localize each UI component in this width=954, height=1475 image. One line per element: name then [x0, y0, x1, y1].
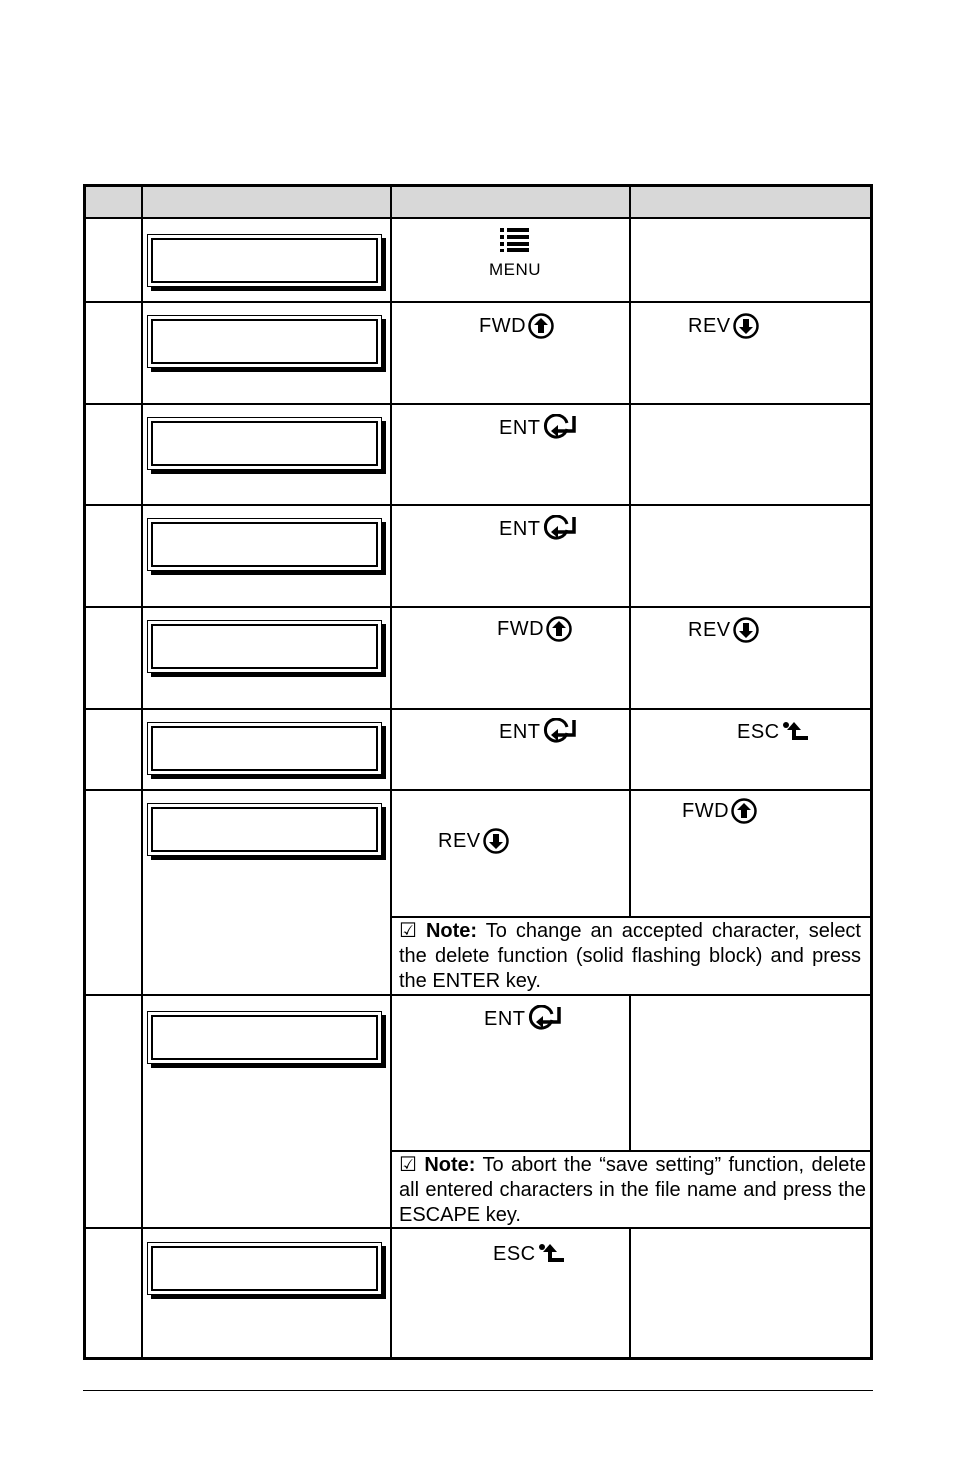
ent-key-label: ENT: [499, 720, 541, 743]
checkbox-icon: ☑: [399, 1154, 417, 1176]
lcd-display: [147, 1242, 382, 1295]
ent-key-label: ENT: [499, 517, 541, 540]
row-divider: [86, 403, 870, 405]
footer-divider: [83, 1390, 873, 1391]
row-divider: [390, 916, 870, 918]
esc-key[interactable]: [737, 720, 810, 744]
note-label: Note:: [424, 1154, 476, 1176]
escape-icon: [782, 720, 810, 744]
up-arrow-icon: [546, 616, 572, 642]
row-divider: [86, 606, 870, 608]
column-divider: [629, 995, 631, 1151]
row-divider: [86, 504, 870, 506]
down-arrow-icon: [733, 617, 759, 643]
enter-icon: [543, 414, 577, 442]
fwd-key-label: FWD: [479, 314, 527, 337]
checkbox-icon: ☑: [399, 920, 417, 942]
lcd-display: [147, 417, 382, 470]
lcd-display: [147, 722, 382, 775]
lcd-display: [147, 1011, 382, 1064]
escape-icon: [538, 1242, 566, 1266]
ent-key[interactable]: [499, 414, 577, 442]
row-divider: [86, 708, 870, 710]
ent-key[interactable]: [499, 718, 577, 746]
esc-key-label: ESC: [737, 720, 780, 743]
rev-key-label: REV: [438, 829, 481, 852]
lcd-display: [147, 620, 382, 673]
note-label: Note:: [425, 920, 478, 942]
enter-icon: [528, 1005, 562, 1033]
enter-icon: [543, 718, 577, 746]
procedure-table: [83, 184, 873, 1360]
ent-key-label: ENT: [499, 416, 541, 439]
ent-key[interactable]: [484, 1005, 562, 1033]
down-arrow-icon: [483, 828, 509, 854]
fwd-key[interactable]: [497, 616, 572, 642]
row-divider: [86, 789, 870, 791]
fwd-key-label: FWD: [497, 617, 545, 640]
down-arrow-icon: [733, 313, 759, 339]
fwd-key-label: FWD: [682, 799, 730, 822]
ent-key[interactable]: [499, 515, 577, 543]
up-arrow-icon: [528, 313, 554, 339]
esc-key-label: ESC: [493, 1242, 536, 1265]
rev-key[interactable]: [438, 828, 509, 854]
enter-icon: [543, 515, 577, 543]
menu-key[interactable]: [489, 227, 541, 280]
note-abort-save: [399, 1153, 866, 1228]
column-divider: [629, 187, 631, 917]
note-text: To abort the “save setting” function, delete all entered characters in the file name and press the ESCAPE key.: [399, 1154, 866, 1226]
table-header-row: [86, 187, 870, 219]
lcd-display: [147, 315, 382, 368]
fwd-key[interactable]: [479, 313, 554, 339]
lcd-display: [147, 234, 382, 287]
fwd-key[interactable]: [682, 798, 757, 824]
rev-key-label: REV: [688, 314, 731, 337]
row-divider: [86, 301, 870, 303]
menu-key-label: MENU: [489, 260, 542, 279]
row-divider: [390, 1150, 870, 1152]
column-divider: [141, 187, 143, 1357]
menu-list-icon: [500, 227, 530, 258]
lcd-display: [147, 518, 382, 571]
up-arrow-icon: [731, 798, 757, 824]
esc-key[interactable]: [493, 1242, 566, 1266]
row-divider: [86, 994, 870, 996]
column-divider: [390, 187, 392, 1357]
lcd-display: [147, 803, 382, 856]
rev-key[interactable]: [688, 617, 759, 643]
note-delete-character: [399, 919, 861, 994]
ent-key-label: ENT: [484, 1007, 526, 1030]
note-text: To change an accepted character, select the delete function (solid flashing block) and press the ENTER key.: [399, 920, 861, 992]
rev-key-label: REV: [688, 618, 731, 641]
rev-key[interactable]: [688, 313, 759, 339]
column-divider: [629, 1228, 631, 1357]
